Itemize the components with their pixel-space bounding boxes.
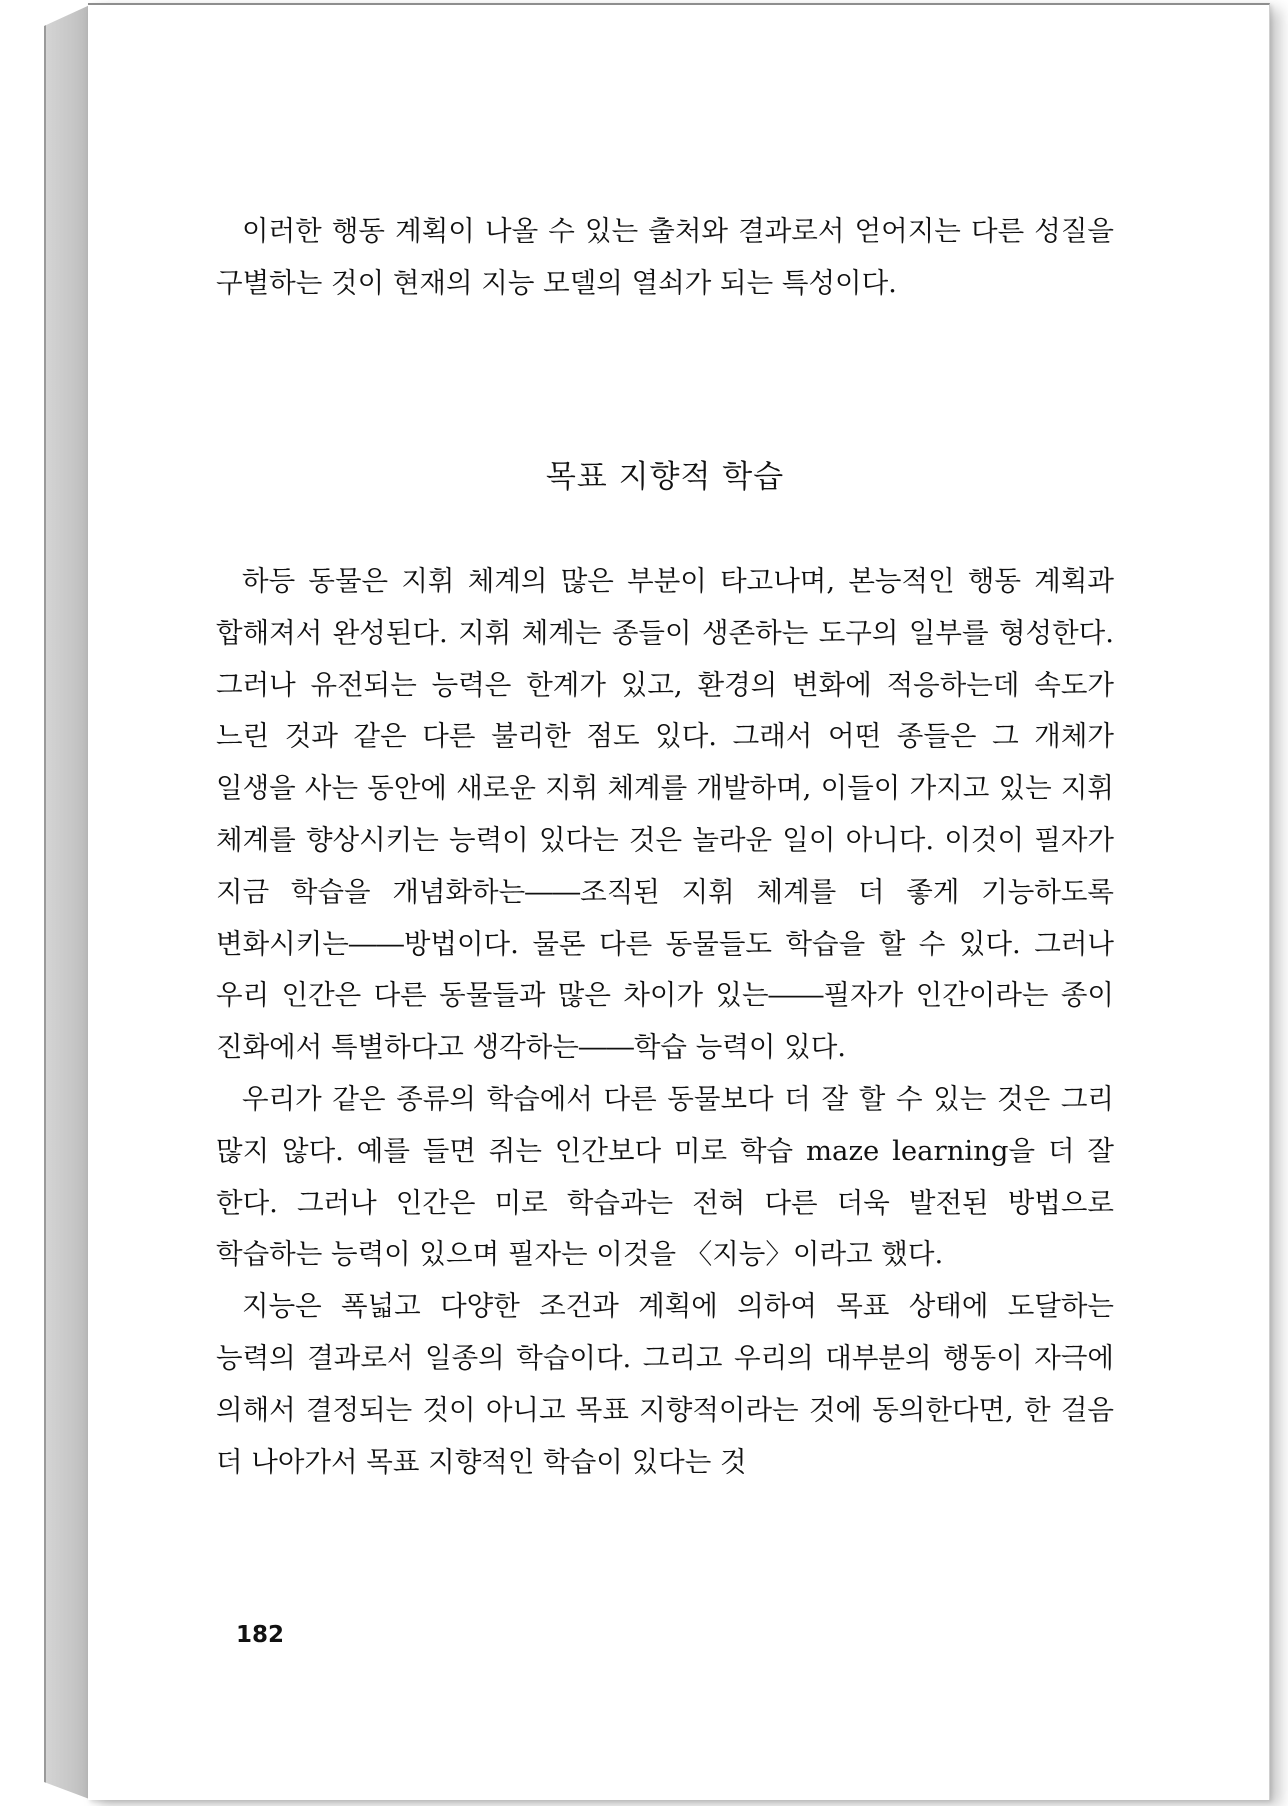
page-number: 182 [236,1622,285,1648]
body-paragraph: 지능은 폭넓고 다양한 조건과 계획에 의하여 목표 상태에 도달하는 능력의 결과로서 일종의 학습이다. 그리고 우리의 대부분의 행동이 자극에 의해서 결정되는 것이 아니고 목표 지향적이라는 것에 동의한다면, 한 걸음 더 나아가서 목표 지향적인 학습이 있다는 것 [216,1290,1114,1478]
section-heading: 목표 지향적 학습 [545,459,785,495]
intro-paragraph: 이러한 행동 계획이 나올 수 있는 출처와 결과로서 얻어지는 다른 성질을 구별하는 것이 현재의 지능 모델의 열쇠가 되는 특성이다. [216,215,1114,299]
book-spine [44,4,92,1800]
body-paragraph: 하등 동물은 지휘 체계의 많은 부분이 타고나며, 본능적인 행동 계획과 합해져서 완성된다. 지휘 체계는 종들이 생존하는 도구의 일부를 형성한다. 그러나 유전되는 능력은 한계가 있고, 환경의 변화에 적응하는데 속도가 느린 것과 같은 다른 불리한 점도 있다. 그래서 어떤 종들은 그 개체가 일생을 사는 동안에 새로운 지휘 체계를 개발하며, 이들이 가지고 있는 지휘 체계를 향상시키는 능력이 있다는 것은 놀라운 일이 아니다. 이것이 필자가 지금 학습을 개념화하는――조직된 지휘 체계를 더 좋게 기능하도록 변화시키는――방법이다. 물론 다른 동물들도 학습을 할 수 있다. 그러나 우리 인간은 다른 동물들과 많은 차이가 있는――필자가 인간이라는 종이 진화에서 특별하다고 생각하는――학습 능력이 있다. [216,565,1114,1064]
body-text [216,556,1114,1488]
body-paragraph: 우리가 같은 종류의 학습에서 다른 동물보다 더 잘 할 수 있는 것은 그리 많지 않다. 예를 들면 쥐는 인간보다 미로 학습 maze learning을 더 잘 한다. 그러나 인간은 미로 학습과는 전혀 다른 더욱 발전된 방법으로 학습하는 능력이 있으며 필자는 이것을 〈지능〉이라고 했다. [216,1082,1114,1271]
